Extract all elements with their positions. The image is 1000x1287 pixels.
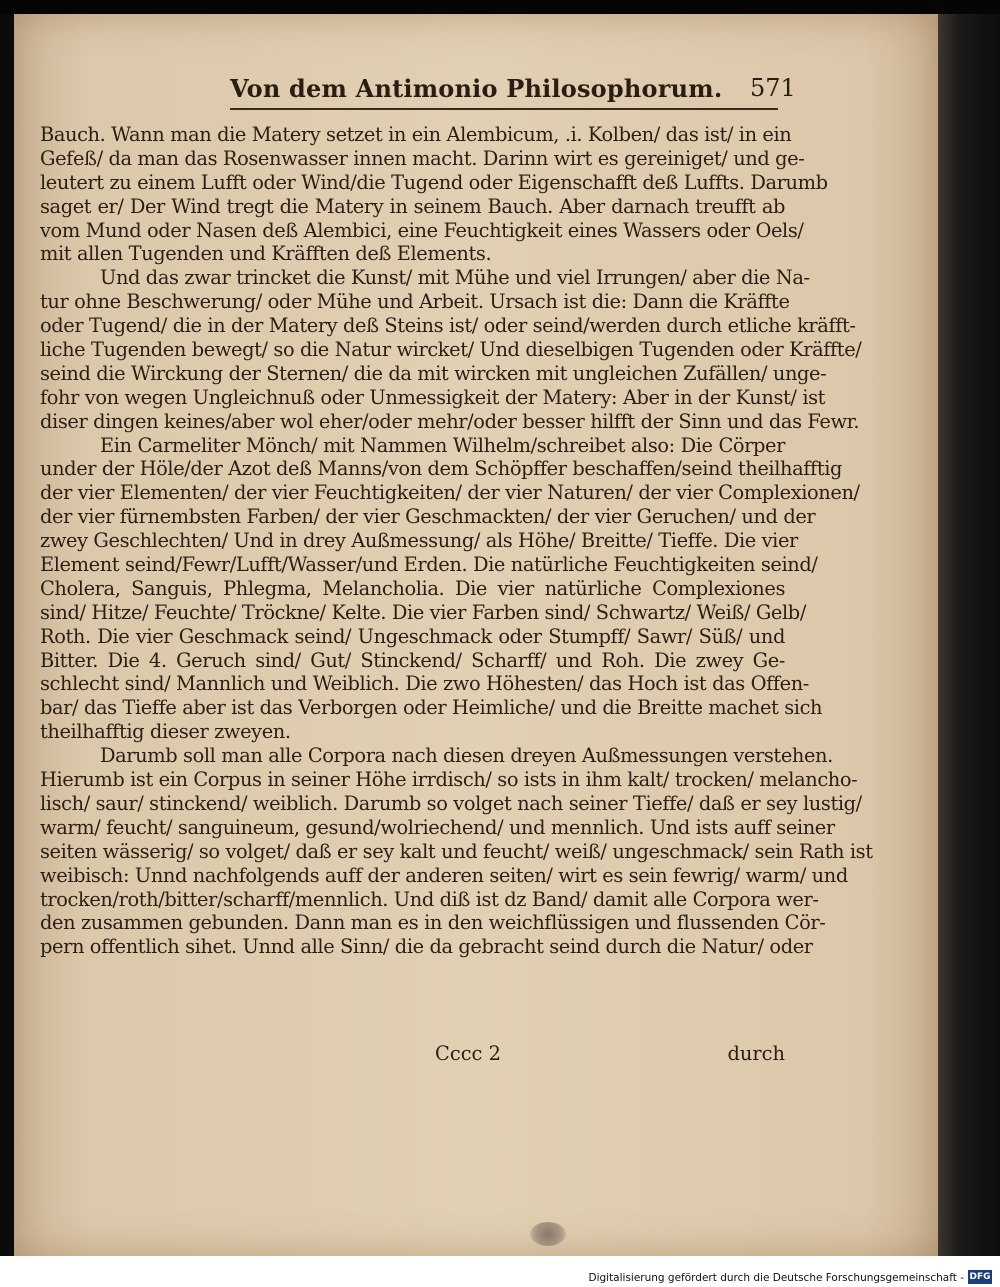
text-line: Und das zwar trincket die Kunst/ mit Mühe und viel Irrungen/ aber die Na- xyxy=(100,266,810,290)
signature-mark: Cccc 2 xyxy=(435,1042,501,1065)
running-head xyxy=(210,72,796,108)
dfg-logo: DFG xyxy=(969,1272,991,1282)
page-edge-shadow xyxy=(938,14,1000,1256)
text-line: vom Mund oder Nasen deß Alembici, eine Feuchtigkeit eines Wassers oder Oels/ xyxy=(40,218,804,242)
text-line: under der Höle/der Azot deß Manns/von dem Schöpffer beschaffen/seind theilhafftig xyxy=(40,457,843,481)
text-line: der vier Elementen/ der vier Feuchtigkeiten/ der vier Naturen/ der vier Complexionen/ xyxy=(40,481,860,505)
text-line: leutert zu einem Lufft oder Wind/die Tugend oder Eigenschafft deß Luffts. Darumb xyxy=(40,170,828,194)
text-line: trocken/roth/bitter/scharff/mennlich. Und diß ist dz Band/ damit alle Corpora wer- xyxy=(40,887,819,911)
paper-stain xyxy=(530,1222,566,1246)
text-line: tur ohne Beschwerung/ oder Mühe und Arbeit. Ursach ist die: Dann die Kräffte xyxy=(40,290,790,314)
body-text xyxy=(40,123,873,959)
text-line: warm/ feucht/ sanguineum, gesund/wolriechend/ und mennlich. Und ists auff seiner xyxy=(40,815,835,839)
page-number: 571 xyxy=(750,74,796,102)
text-line: Darumb soll man alle Corpora nach diesen dreyen Außmessungen verstehen. xyxy=(100,744,833,768)
text-line: fohr von wegen Ungleichnuß oder Unmessigkeit der Matery: Aber in der Kunst/ ist xyxy=(40,385,826,409)
text-line: Bitter. Die 4. Geruch sind/ Gut/ Stinckend/ Scharff/ und Roh. Die zwey Ge- xyxy=(40,648,785,672)
catchword: durch xyxy=(727,1042,785,1065)
page-title: Von dem Antimonio Philosophorum. xyxy=(230,74,723,103)
text-line: Hierumb ist ein Corpus in seiner Höhe irrdisch/ so ists in ihm kalt/ trocken/ melancho- xyxy=(40,768,858,792)
text-line: seind die Wirckung der Sternen/ die da mit wircken mit ungleichen Zufällen/ unge- xyxy=(40,361,827,385)
text-line: theilhafftig dieser zweyen. xyxy=(40,720,291,744)
text-line: schlecht sind/ Mannlich und Weiblich. Die zwo Höhesten/ das Hoch ist das Offen- xyxy=(40,672,809,696)
text-line: weibisch: Unnd nachfolgends auff der anderen seiten/ wirt es sein fewrig/ warm/ und xyxy=(40,863,848,887)
text-line: Element seind/Fewr/Lufft/Wasser/und Erden. Die natürliche Feuchtigkeiten seind/ xyxy=(40,553,818,577)
text-line: den zusammen gebunden. Dann man es in den weichflüssigen und flussenden Cör- xyxy=(40,911,826,935)
text-line: lisch/ saur/ stinckend/ weiblich. Darumb so volget nach seiner Tieffe/ daß er sey lustig/ xyxy=(40,791,862,815)
text-line: mit allen Tugenden und Kräfften deß Elements. xyxy=(40,242,492,266)
text-line: bar/ das Tieffe aber ist das Verborgen oder Heimliche/ und die Breitte machet sich xyxy=(40,696,823,720)
text-line: pern offentlich sihet. Unnd alle Sinn/ die da gebracht seind durch die Natur/ oder xyxy=(40,935,813,959)
text-line: der vier fürnembsten Farben/ der vier Geschmackten/ der vier Geruchen/ und der xyxy=(40,505,816,529)
text-line: Ein Carmeliter Mönch/ mit Nammen Wilhelm/schreibet also: Die Cörper xyxy=(100,433,785,457)
text-line: Cholera, Sanguis, Phlegma, Melancholia. Die vier natürliche Complexiones xyxy=(40,576,785,600)
page-footer xyxy=(40,1040,785,1066)
text-line: diser dingen keines/aber wol eher/oder mehr/oder besser hilfft der Sinn und das Fewr. xyxy=(40,409,860,433)
text-line: oder Tugend/ die in der Matery deß Steins ist/ oder seind/werden durch etliche kräfft- xyxy=(40,314,856,338)
text-line: Roth. Die vier Geschmack seind/ Ungeschmack oder Stumpff/ Sawr/ Süß/ und xyxy=(40,624,785,648)
text-line: zwey Geschlechten/ Und in drey Außmessung/ als Höhe/ Breitte/ Tieffe. Die vier xyxy=(40,529,798,553)
text-line: liche Tugenden bewegt/ so die Natur wircket/ Und dieselbigen Tugenden oder Kräffte/ xyxy=(40,338,862,362)
text-line: seiten wässerig/ so volget/ daß er sey kalt und feucht/ weiß/ ungeschmack/ sein Rath ist xyxy=(40,839,873,863)
funding-credit: Digitalisierung gefördert durch die Deutsche Forschungsgemeinschaft - xyxy=(588,1272,964,1284)
scan-border xyxy=(0,0,1000,14)
text-line: saget er/ Der Wind tregt die Matery in seinem Bauch. Aber darnach treufft ab xyxy=(40,194,785,218)
header-rule xyxy=(230,108,778,110)
text-line: Gefeß/ da man das Rosenwasser innen macht. Darinn wirt es gereiniget/ und ge- xyxy=(40,146,805,170)
text-line: sind/ Hitze/ Feuchte/ Tröckne/ Kelte. Die vier Farben sind/ Schwartz/ Weiß/ Gelb/ xyxy=(40,600,806,624)
text-line: Bauch. Wann man die Matery setzet in ein Alembicum, .i. Kolben/ das ist/ in ein xyxy=(40,123,792,146)
